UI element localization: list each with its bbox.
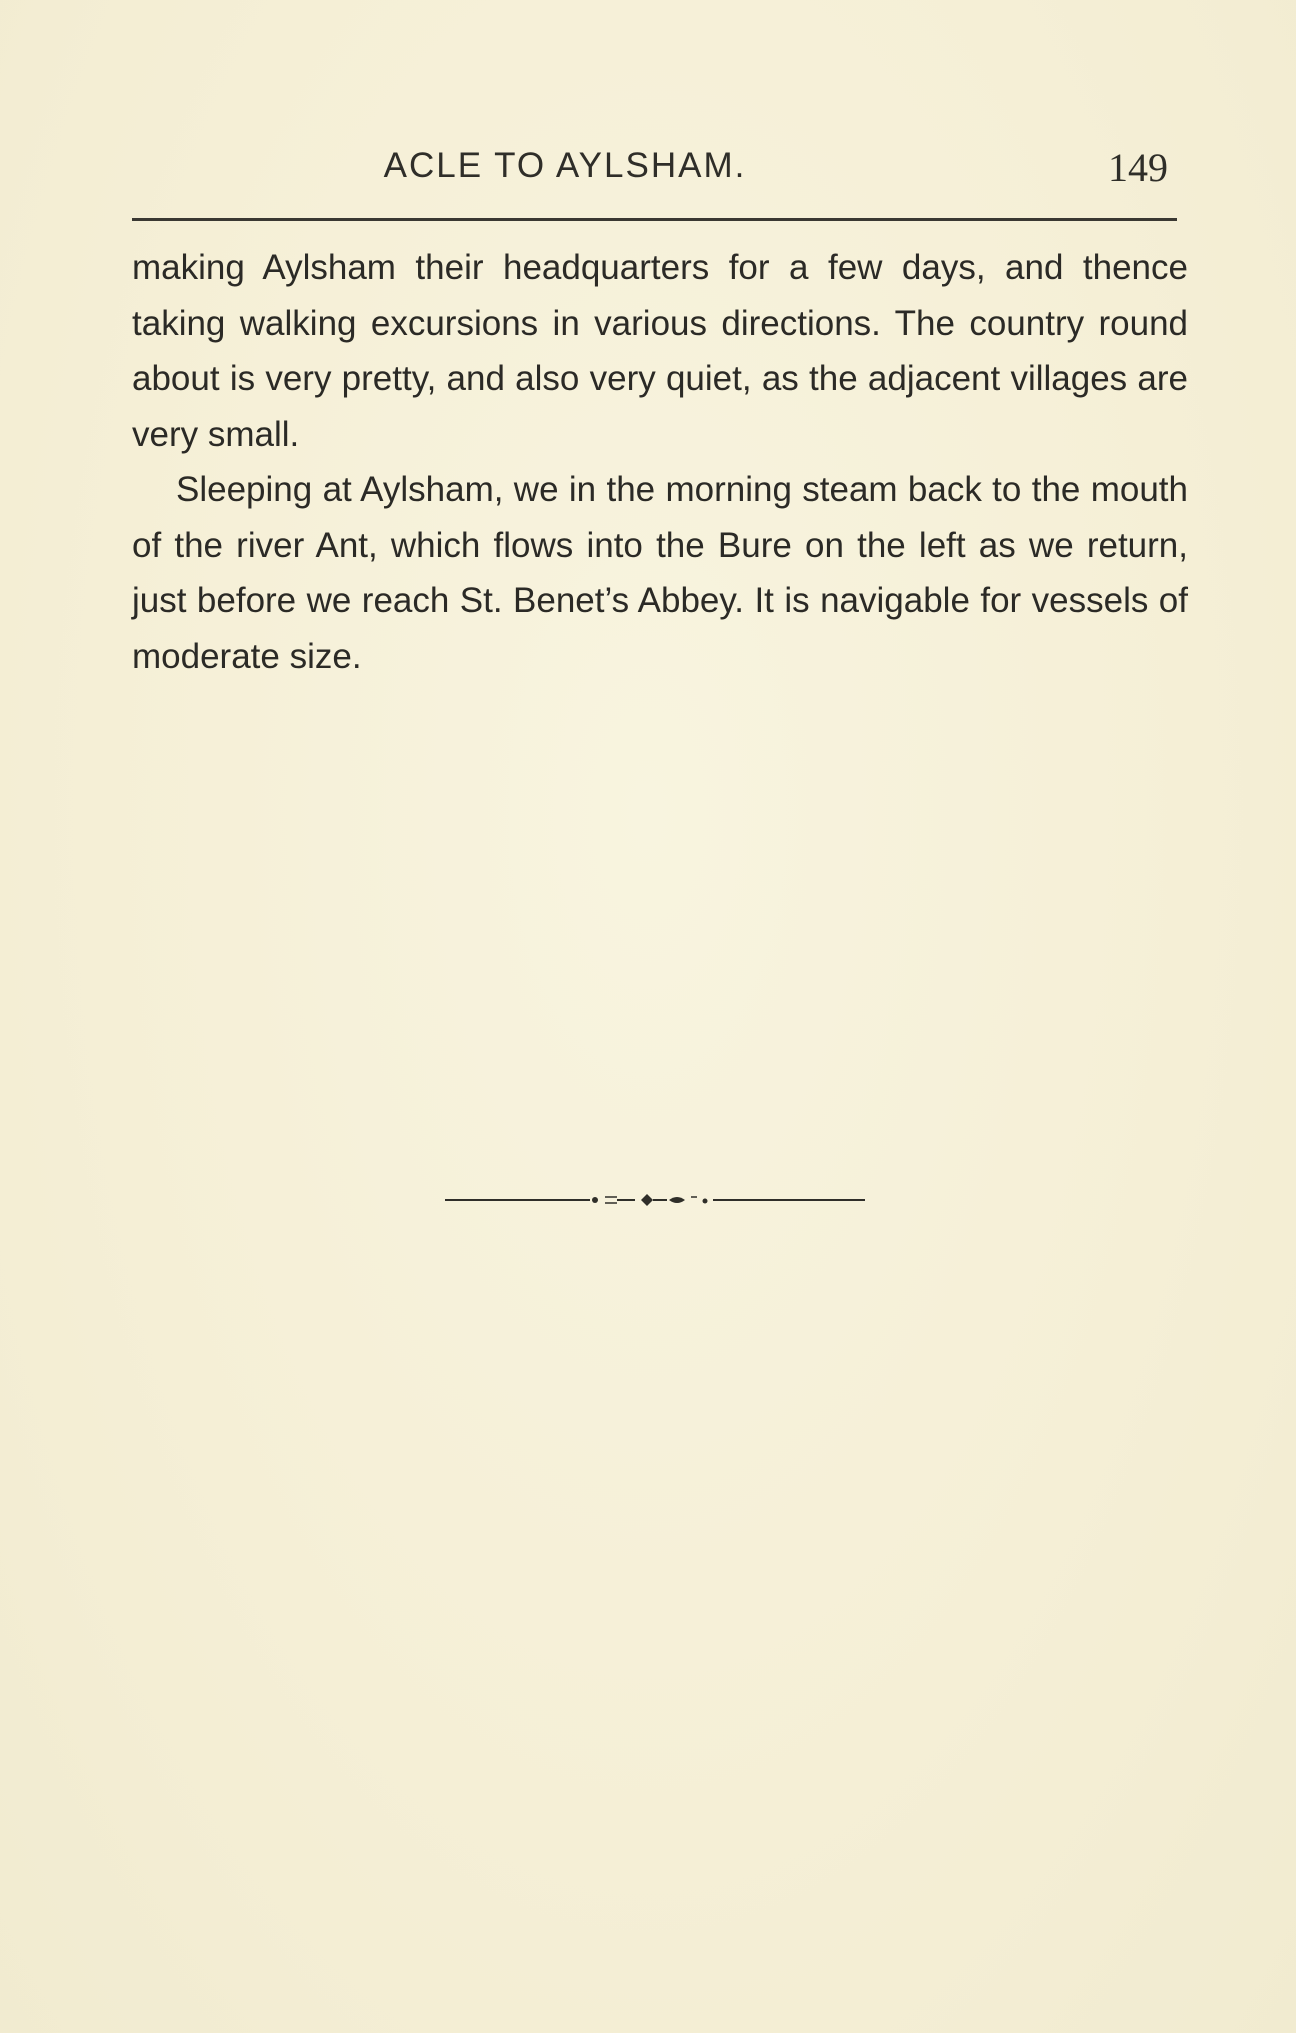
paragraph: Sleeping at Aylsham, we in the morning steam back to the mouth of the river Ant, which flows into the Bure on the left as we return, just before we reach St. Benet’s Abbey. It is navigable for vessels of moderate size. bbox=[132, 470, 1188, 676]
page-number: 149 bbox=[1108, 145, 1168, 190]
section-end-ornament bbox=[445, 1192, 865, 1208]
running-title: ACLE TO AYLSHAM. bbox=[383, 146, 747, 185]
body-text bbox=[132, 240, 1188, 684]
paragraph: making Aylsham their headquarters for a few days, and thence taking walking excursions in various directions. The country round about is very pretty, and also very quiet, as the adjacent villages are very small. bbox=[132, 248, 1188, 454]
header-rule bbox=[132, 218, 1177, 221]
